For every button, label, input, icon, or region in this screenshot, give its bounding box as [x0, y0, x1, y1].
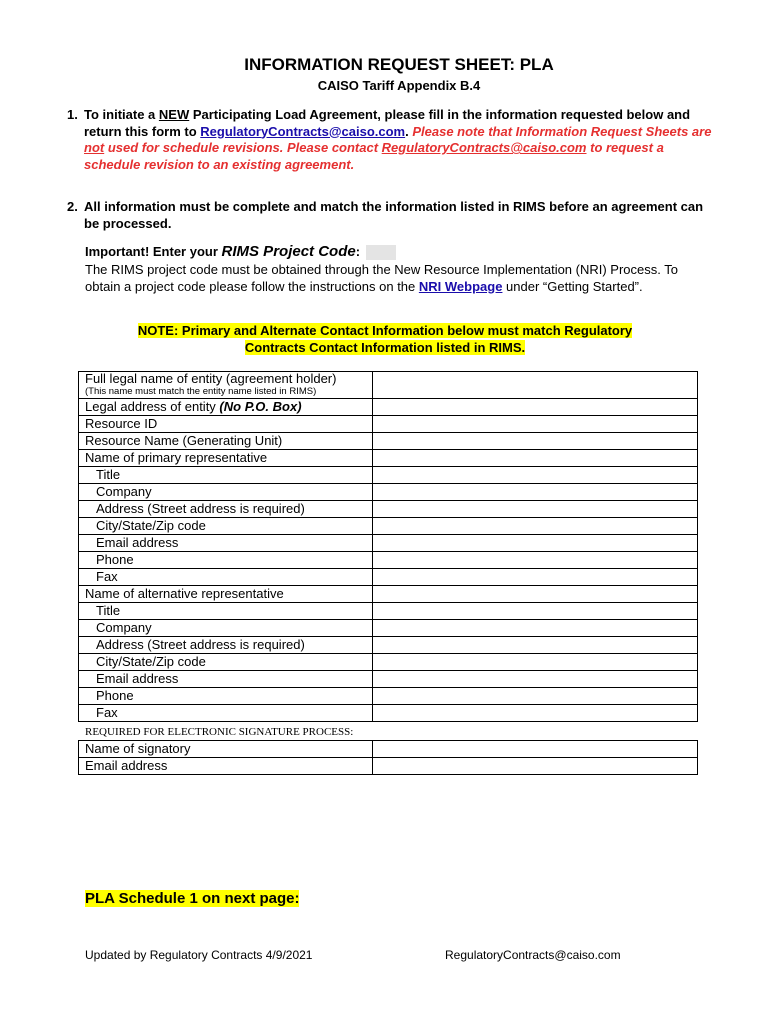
contracts-email-link[interactable]: RegulatoryContracts@caiso.com: [200, 123, 406, 139]
form-row: [79, 586, 698, 603]
form-label-text: Company: [96, 620, 152, 635]
form-label: [79, 450, 373, 467]
form-label-text: Phone: [96, 688, 134, 703]
signature-label: Name of signatory: [79, 741, 373, 758]
form-label-entity: [79, 372, 373, 399]
entity-label: Full legal name of entity (agreement holder): [85, 371, 337, 386]
form-label-text: Email address: [96, 671, 179, 686]
form-label-text: Resource ID: [85, 416, 158, 431]
form-value-field[interactable]: [373, 637, 698, 654]
form-value-field[interactable]: [373, 433, 698, 450]
form-row: [79, 603, 698, 620]
instruction-1: [67, 107, 717, 173]
schedule-text: PLA Schedule 1 on next page:: [85, 890, 300, 907]
form-label: [79, 620, 373, 637]
form-value-entity[interactable]: [373, 372, 698, 399]
instruction-1-text-b: Participating Load Agreement, please fill in the information requested below and return this form to: [84, 107, 691, 139]
form-label-text: Name of alternative representative: [85, 586, 284, 601]
form-label-text: Title: [96, 603, 121, 618]
form-label-legal-address: [79, 399, 373, 416]
note-line-2: Contracts Contact Information listed in RIMS.: [244, 340, 526, 355]
rims-prompt-prefix: Important! Enter your: [85, 244, 222, 259]
schedule-notice: [85, 890, 299, 907]
form-row: [79, 501, 698, 518]
form-label: [79, 586, 373, 603]
form-label-text: Fax: [96, 569, 118, 584]
form-label: [79, 518, 373, 535]
signature-label: Email address: [79, 758, 373, 775]
rims-code-input[interactable]: [366, 245, 396, 260]
rims-instructions: [85, 262, 715, 295]
form-label: [79, 467, 373, 484]
rims-text-a: The RIMS project code must be obtained through the New Resource Implementation (NRI) Process. To obtain a project code please follow the instructions on the: [85, 262, 678, 294]
form-value-field[interactable]: [373, 654, 698, 671]
form-value-field[interactable]: [373, 671, 698, 688]
signature-value-field[interactable]: [373, 758, 698, 775]
legal-address-label: Legal address of entity: [85, 399, 220, 414]
form-row: [79, 654, 698, 671]
form-value-field[interactable]: [373, 586, 698, 603]
form-label: [79, 484, 373, 501]
form-label: [79, 535, 373, 552]
form-label-text: Resource Name (Generating Unit): [85, 433, 283, 448]
rims-code-colon: :: [355, 244, 361, 259]
form-value-field[interactable]: [373, 501, 698, 518]
form-label-text: Address (Street address is required): [96, 637, 305, 652]
form-row-entity: [79, 372, 698, 399]
form-label-text: Address (Street address is required): [96, 501, 305, 516]
form-value-field[interactable]: [373, 705, 698, 722]
form-value-field[interactable]: [373, 688, 698, 705]
instruction-2: [67, 199, 717, 232]
form-label-text: Fax: [96, 705, 118, 720]
form-label-text: City/State/Zip code: [96, 654, 206, 669]
nri-webpage-link[interactable]: NRI Webpage: [418, 278, 503, 294]
instruction-1-text-c: .: [405, 123, 413, 139]
form-label: [79, 671, 373, 688]
form-row: [79, 467, 698, 484]
form-value-field[interactable]: [373, 552, 698, 569]
warning-text-b: used for schedule revisions. Please contact: [104, 140, 382, 155]
rims-code-prompt: [85, 243, 396, 260]
instruction-1-number: 1.: [67, 107, 78, 122]
form-label: [79, 501, 373, 518]
instruction-1-new: NEW: [158, 107, 190, 122]
form-value-field[interactable]: [373, 416, 698, 433]
form-label-text: Email address: [96, 535, 179, 550]
form-row: [79, 688, 698, 705]
rims-code-label: RIMS Project Code: [221, 243, 356, 260]
form-row: [79, 637, 698, 654]
form-label: [79, 637, 373, 654]
form-label: [79, 654, 373, 671]
note-line-1: NOTE: Primary and Alternate Contact Information below must match Regulatory: [137, 323, 633, 338]
form-label-text: Title: [96, 467, 121, 482]
form-row: [79, 671, 698, 688]
signature-row: [79, 758, 698, 775]
form-label: [79, 688, 373, 705]
contact-note: [0, 322, 770, 356]
form-value-field[interactable]: [373, 535, 698, 552]
form-value-field[interactable]: [373, 569, 698, 586]
form-row: [79, 705, 698, 722]
form-label-text: Phone: [96, 552, 134, 567]
warning-text-c: to request a schedule revision to an existing agreement.: [84, 140, 664, 172]
form-label-text: Name of primary representative: [85, 450, 268, 465]
form-value-field[interactable]: [373, 450, 698, 467]
instruction-2-text: All information must be complete and match the information listed in RIMS before an agreement can be processed.: [84, 199, 704, 231]
footer-updated: Updated by Regulatory Contracts 4/9/2021: [85, 948, 313, 962]
form-label-text: Company: [96, 484, 152, 499]
signature-value-field[interactable]: [373, 741, 698, 758]
form-value-field[interactable]: [373, 603, 698, 620]
form-label: [79, 552, 373, 569]
form-value-field[interactable]: [373, 484, 698, 501]
form-row: [79, 620, 698, 637]
form-value-legal-address[interactable]: [373, 399, 698, 416]
form-value-field[interactable]: [373, 467, 698, 484]
signature-table: [78, 740, 698, 775]
signature-row: [79, 741, 698, 758]
form-row: [79, 416, 698, 433]
instruction-2-number: 2.: [67, 199, 78, 214]
form-row: [79, 569, 698, 586]
footer-email: RegulatoryContracts@caiso.com: [445, 948, 621, 962]
form-value-field[interactable]: [373, 620, 698, 637]
rims-text-b: under “Getting Started”.: [502, 278, 643, 294]
form-value-field[interactable]: [373, 518, 698, 535]
form-label: [79, 705, 373, 722]
form-row: [79, 433, 698, 450]
form-row: [79, 518, 698, 535]
form-row: [79, 535, 698, 552]
entity-note: (This name must match the entity name listed in RIMS): [85, 386, 317, 397]
page-subtitle: CAISO Tariff Appendix B.4: [317, 78, 481, 93]
form-row: [79, 552, 698, 569]
signature-heading: REQUIRED FOR ELECTRONIC SIGNATURE PROCESS:: [85, 726, 354, 738]
warning-text-a: Please note that Information Request Sheets are: [412, 123, 712, 139]
page-title: INFORMATION REQUEST SHEET: PLA: [244, 55, 554, 74]
warning-not: not: [84, 140, 105, 155]
information-form-table: [78, 371, 698, 722]
form-label: [79, 416, 373, 433]
legal-address-note: (No P.O. Box): [219, 399, 302, 414]
form-label: [79, 569, 373, 586]
form-row-legal-address: [79, 399, 698, 416]
form-row: [79, 450, 698, 467]
form-label: [79, 603, 373, 620]
form-label-text: City/State/Zip code: [96, 518, 206, 533]
instruction-1-text-a: To initiate a: [84, 107, 159, 122]
warning-email-link[interactable]: RegulatoryContracts@caiso.com: [381, 140, 587, 155]
form-label: [79, 433, 373, 450]
form-row: [79, 484, 698, 501]
